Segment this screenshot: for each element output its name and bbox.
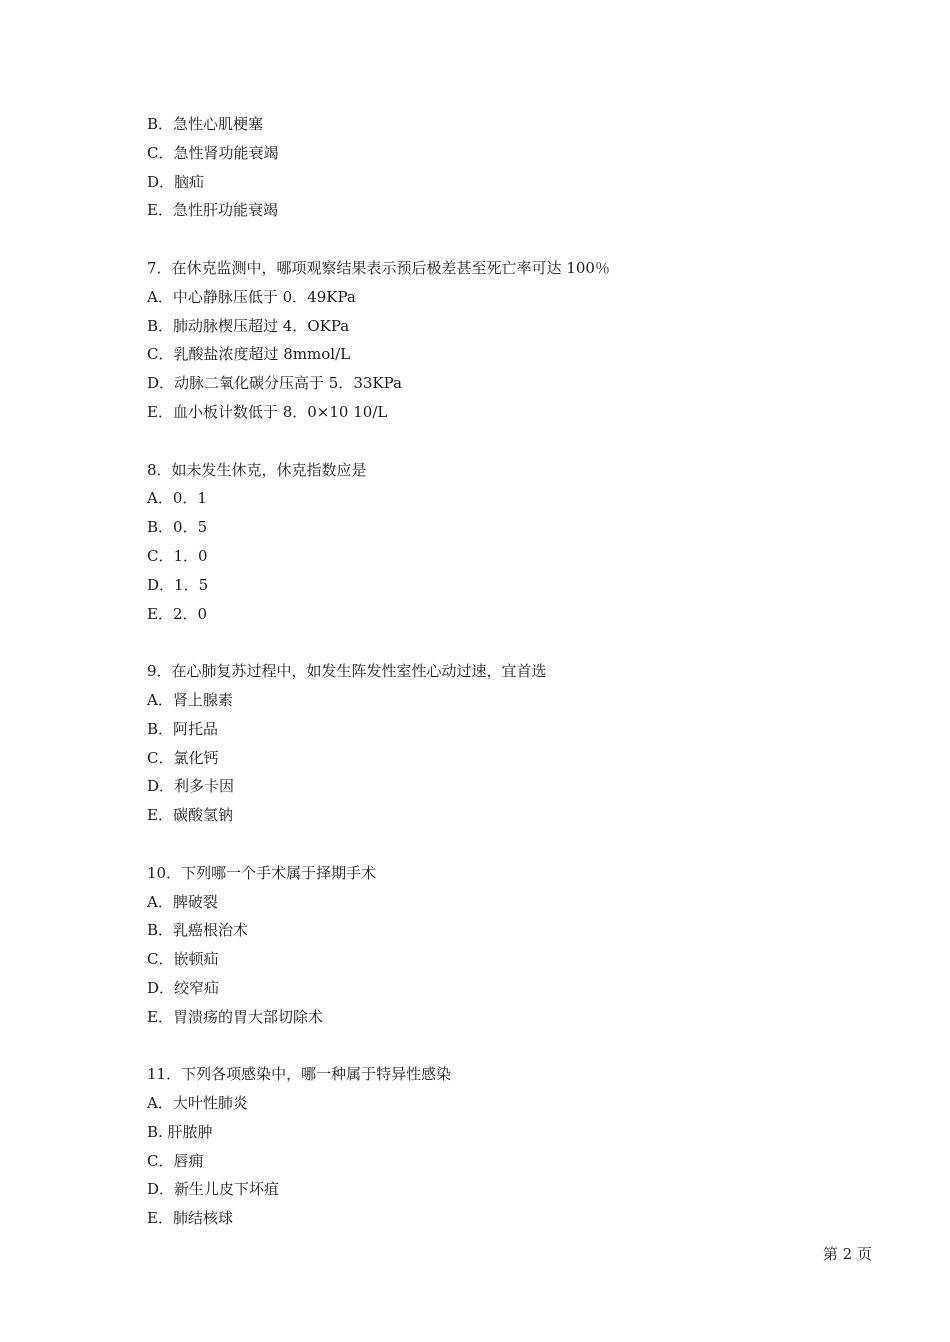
option-8-c: C．1．0 (147, 546, 208, 565)
option-7-d: D．动脉二氧化碳分压高于 5．33KPa (147, 374, 402, 393)
option-10-b: B．乳癌根治术 (147, 921, 249, 940)
option-6-d: D．脑疝 (147, 172, 205, 191)
option-6-c: C．急性肾功能衰竭 (147, 143, 279, 162)
option-7-b: B．肺动脉楔压超过 4．OKPa (147, 316, 350, 335)
option-6-e: E．急性肝功能衰竭 (147, 201, 278, 220)
option-10-e: E．胃溃疡的胃大部切除术 (147, 1007, 323, 1026)
option-9-d: D．利多卡因 (147, 777, 235, 796)
option-11-d: D．新生儿皮下坏疽 (147, 1180, 280, 1199)
option-8-b: B．0．5 (147, 518, 208, 537)
option-11-a: A．大叶性肺炎 (147, 1094, 248, 1113)
question-11 (147, 1060, 867, 1233)
spacer (147, 427, 867, 456)
option-11-e: E．肺结核球 (147, 1209, 233, 1228)
question-10-stem: 10．下列哪一个手术属于择期手术 (147, 863, 377, 882)
page-content (147, 110, 867, 1233)
option-11-b: B. 肝脓肿 (147, 1122, 213, 1141)
option-7-a: A．中心静脉压低于 0．49KPa (147, 287, 356, 306)
option-9-e: E．碳酸氢钠 (147, 806, 233, 825)
question-7-stem: 7．在休克监测中，哪项观察结果表示预后极差甚至死亡率可达 100％ (147, 258, 610, 277)
option-8-d: D．1．5 (147, 575, 209, 594)
option-11-c: C．唇痈 (147, 1151, 204, 1170)
spacer (147, 225, 867, 254)
option-7-e: E．血小板计数低于 8．0×10 10/L (147, 402, 388, 421)
option-7-c: C．乳酸盐浓度超过 8mmol/L (147, 345, 351, 364)
spacer (147, 628, 867, 657)
option-8-a: A．0．1 (147, 489, 207, 508)
question-9-stem: 9．在心肺复苏过程中，如发生阵发性室性心动过速，宜首选 (147, 662, 547, 681)
question-10 (147, 859, 867, 1032)
option-6-b: B．急性心肌梗塞 (147, 115, 264, 133)
option-9-a: A．肾上腺素 (147, 690, 233, 709)
question-6-continuation (147, 110, 867, 225)
option-10-d: D．绞窄疝 (147, 978, 220, 997)
page-number: 第 2 页 (822, 1245, 872, 1263)
option-10-c: C．嵌顿疝 (147, 950, 219, 969)
spacer (147, 1032, 867, 1061)
question-7 (147, 254, 867, 427)
question-8-stem: 8．如未发生休克，休克指数应是 (147, 460, 367, 479)
question-8 (147, 456, 867, 629)
option-9-b: B．阿托品 (147, 719, 219, 738)
option-10-a: A．脾破裂 (147, 892, 218, 911)
option-8-e: E．2．0 (147, 604, 208, 623)
option-9-c: C．氯化钙 (147, 748, 219, 767)
question-11-stem: 11．下列各项感染中，哪一种属于特异性感染 (147, 1065, 452, 1084)
question-9 (147, 657, 867, 830)
spacer (147, 830, 867, 859)
